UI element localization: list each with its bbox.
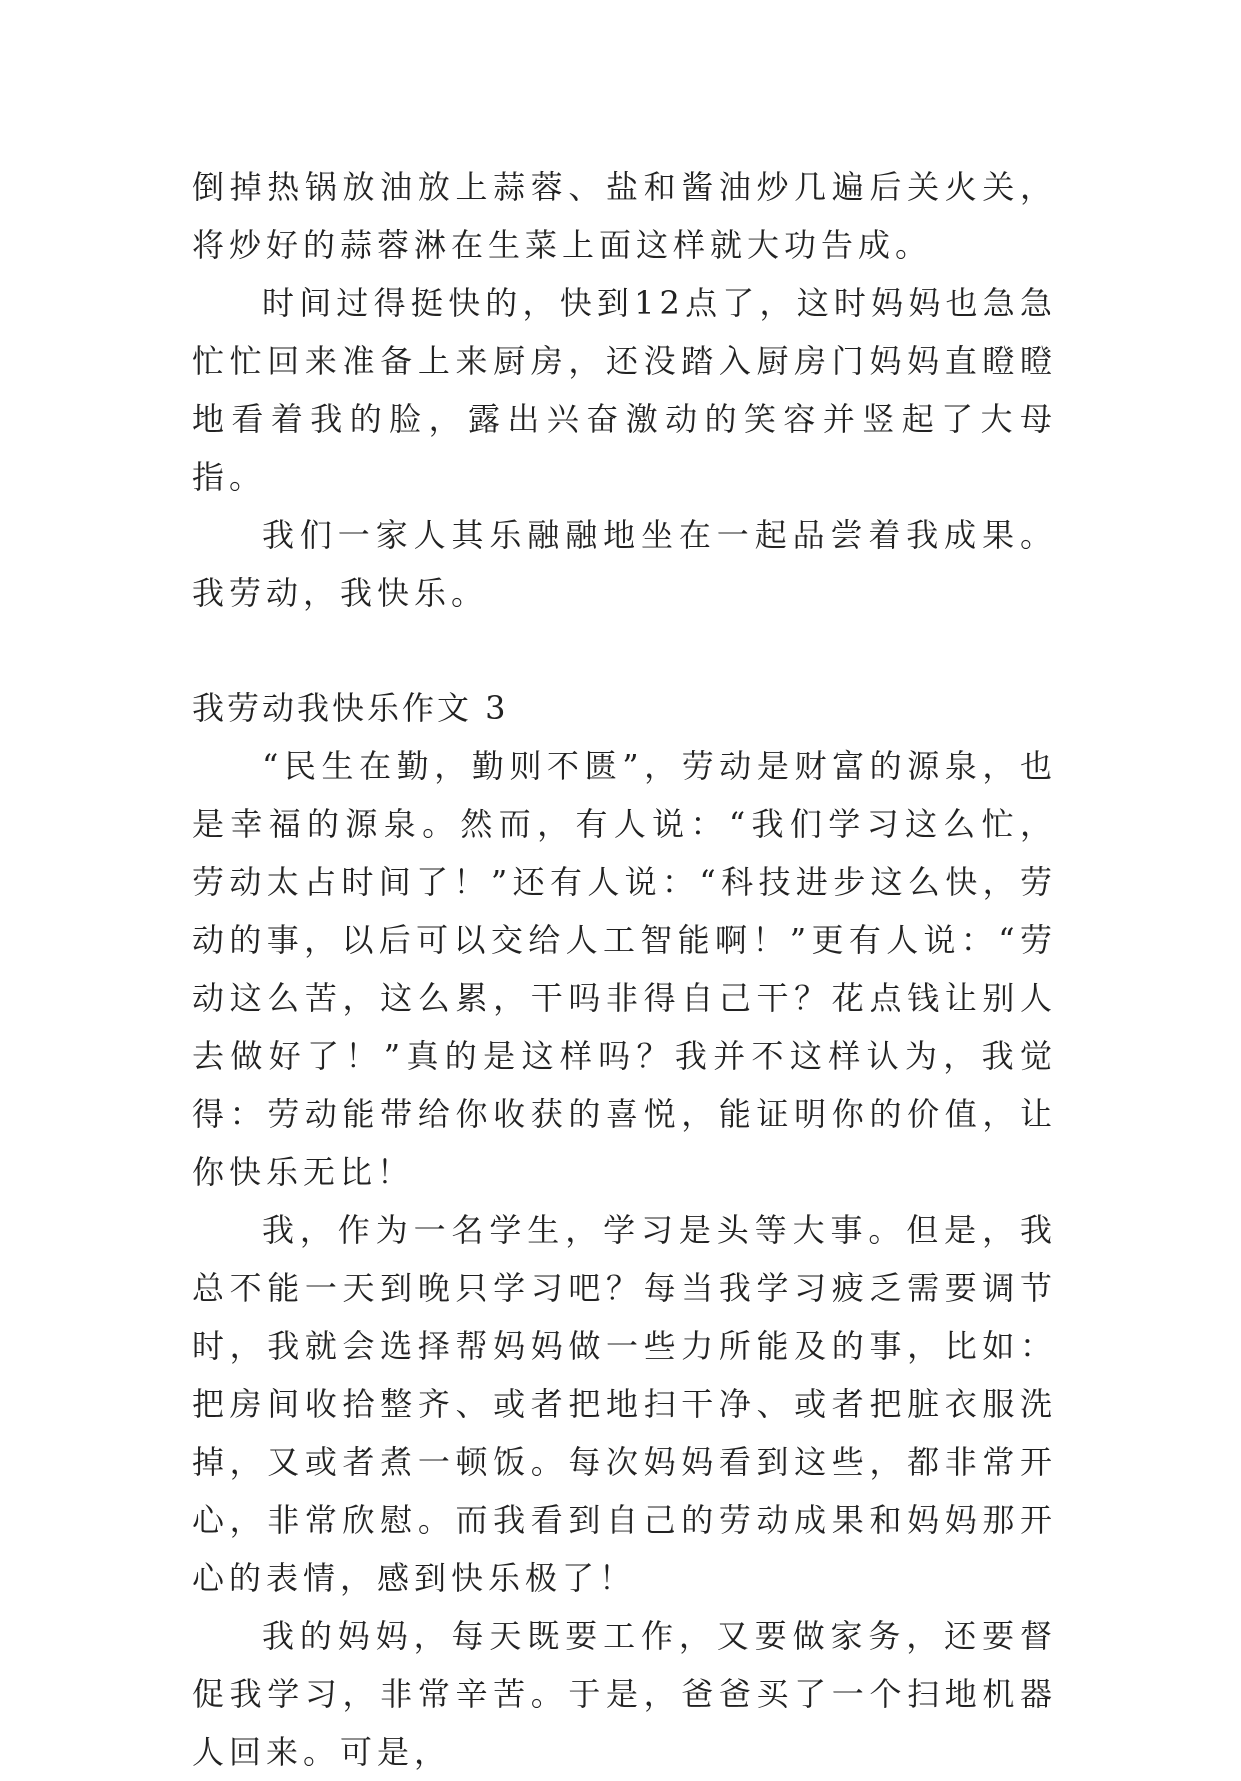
paragraph-time-passing: 时间过得挺快的，快到12点了，这时妈妈也急急忙忙回来准备上来厨房，还没踏入厨房门妈妈直瞪瞪地看着我的脸，露出兴奋激动的笑容并竖起了大母指。 — [192, 284, 1057, 496]
paragraph-student-chores: 我，作为一名学生，学习是头等大事。但是，我总不能一天到晚只学习吧？每当我学习疲乏需要调节时，我就会选择帮妈妈做一些力所能及的事，比如：把房间收拾整齐、或者把地扫干净、或者把脏衣服洗掉，又或者煮一顿饭。每次妈妈看到这些，都非常开心，非常欣慰。而我看到自己的劳动成果和妈妈那开心的表情，感到快乐极了！ — [192, 1211, 1057, 1597]
paragraph-continuation: 倒掉热锅放油放上蒜蓉、盐和酱油炒几遍后关火关，将炒好的蒜蓉淋在生菜上面这样就大功告成。 — [192, 168, 1057, 264]
document-body — [192, 158, 1057, 1781]
paragraph-essay-intro: “民生在勤，勤则不匮”，劳动是财富的源泉，也是幸福的源泉。然而，有人说：“我们学习这么忙，劳动太占时间了！”还有人说：“科技进步这么快，劳动的事，以后可以交给人工智能啊！”更有人说：“劳动这么苦，这么累，干吗非得自己干？花点钱让别人去做好了！”真的是这样吗？我并不这样认为，我觉得：劳动能带给你收获的喜悦，能证明你的价值，让你快乐无比！ — [192, 747, 1057, 1191]
section-title: 我劳动我快乐作文 3 — [192, 689, 509, 727]
paragraph-mother-busy: 我的妈妈，每天既要工作，又要做家务，还要督促我学习，非常辛苦。于是，爸爸买了一个扫地机器人回来。可是， — [192, 1617, 1057, 1771]
paragraph-family-ending: 我们一家人其乐融融地坐在一起品尝着我成果。我劳动，我快乐。 — [192, 516, 1057, 612]
